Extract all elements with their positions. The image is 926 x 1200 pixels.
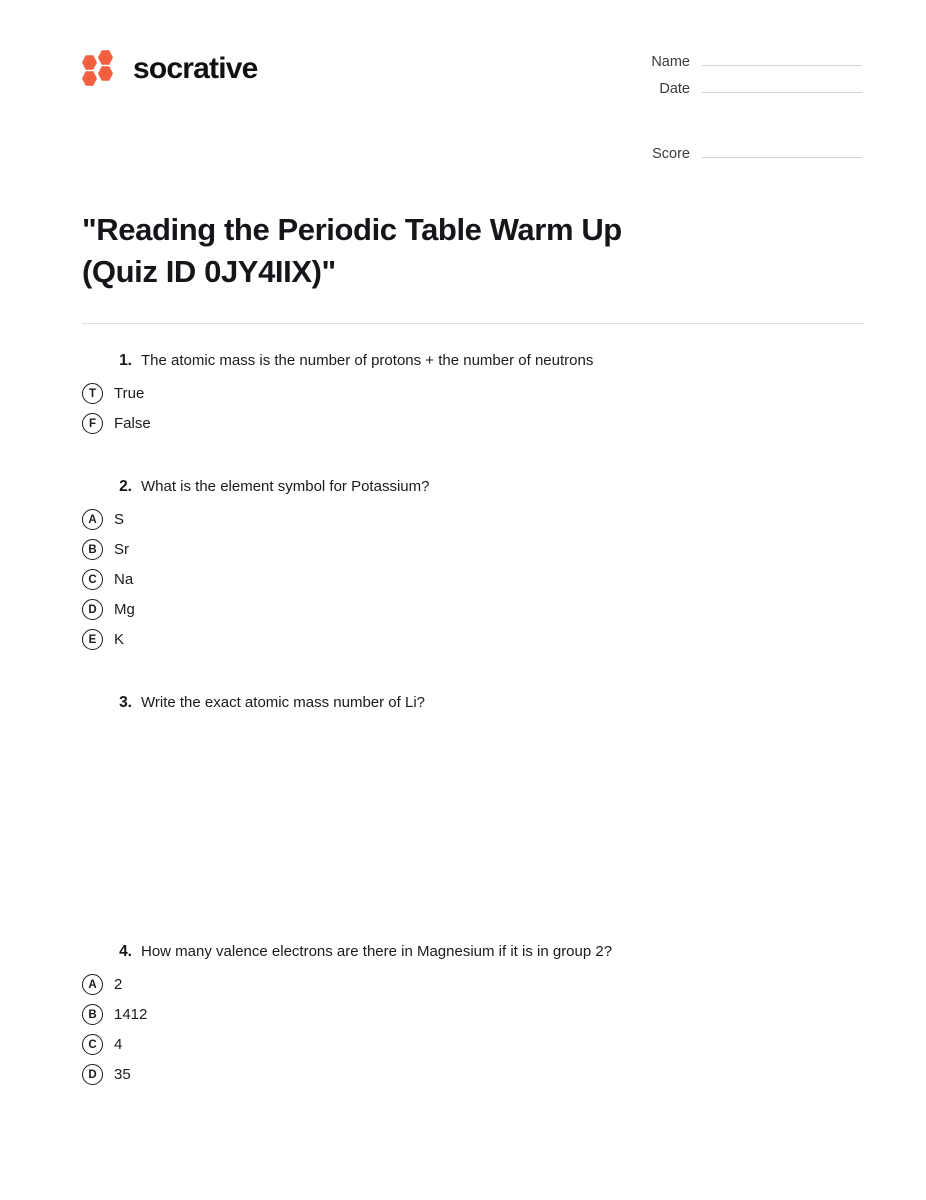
hexagon-cluster-icon — [82, 50, 120, 88]
question-heading — [117, 350, 862, 371]
option-label: Mg — [114, 600, 135, 618]
question-spacer — [82, 659, 862, 692]
option-item[interactable] — [82, 569, 862, 590]
option-list — [82, 383, 862, 434]
option-bullet[interactable]: F — [82, 413, 103, 434]
header-divider — [82, 323, 864, 324]
option-item[interactable] — [82, 383, 862, 404]
option-label: Na — [114, 570, 134, 588]
question-number: 3. — [119, 694, 132, 712]
question-number: 2. — [119, 478, 132, 496]
question-item — [82, 941, 862, 1085]
option-bullet[interactable]: D — [82, 1064, 103, 1085]
option-item[interactable] — [82, 629, 862, 650]
option-label: 1412 — [114, 1005, 148, 1023]
question-text: The atomic mass is the number of protons + the number of neutrons — [141, 352, 594, 370]
question-list — [64, 350, 862, 1085]
option-list — [82, 974, 862, 1085]
question-text: What is the element symbol for Potassium? — [141, 478, 430, 496]
question-item — [82, 692, 862, 941]
name-field-row — [616, 54, 862, 70]
page-title: "Reading the Periodic Table Warm Up (Quiz ID 0JY4IIX)" — [82, 212, 622, 289]
free-response-answer-area[interactable] — [82, 713, 862, 941]
option-list — [82, 509, 862, 650]
score-field-row — [616, 146, 862, 162]
question-item — [82, 350, 862, 434]
question-text: How many valence electrons are there in Magnesium if it is in group 2? — [141, 943, 613, 961]
name-field-label: Name — [651, 54, 690, 70]
option-label: 35 — [114, 1065, 131, 1083]
option-bullet[interactable]: D — [82, 599, 103, 620]
option-label: True — [114, 384, 145, 402]
option-bullet[interactable]: T — [82, 383, 103, 404]
page-header — [64, 42, 862, 173]
question-item — [82, 476, 862, 650]
date-field-label: Date — [659, 81, 690, 97]
option-item[interactable] — [82, 1004, 862, 1025]
score-field-line[interactable] — [702, 157, 862, 158]
question-spacer — [82, 443, 862, 476]
hexagon-icon — [98, 50, 113, 65]
question-heading — [117, 692, 862, 713]
socrative-logo — [82, 50, 258, 88]
question-heading — [117, 941, 862, 962]
hexagon-icon — [98, 66, 113, 81]
option-item[interactable] — [82, 1064, 862, 1085]
date-field-line[interactable] — [702, 92, 862, 93]
question-number: 1. — [119, 352, 132, 370]
option-bullet[interactable]: B — [82, 1004, 103, 1025]
option-bullet[interactable]: C — [82, 1034, 103, 1055]
option-label: False — [114, 414, 151, 432]
option-bullet[interactable]: E — [82, 629, 103, 650]
option-label: 2 — [114, 975, 123, 993]
hexagon-icon — [82, 55, 97, 70]
option-item[interactable] — [82, 509, 862, 530]
question-number: 4. — [119, 943, 132, 961]
hexagon-icon — [82, 71, 97, 86]
name-field-line[interactable] — [702, 65, 862, 66]
student-info-fields — [616, 54, 862, 173]
question-text: Write the exact atomic mass number of Li? — [141, 694, 426, 712]
option-label: K — [114, 630, 125, 648]
option-bullet[interactable]: A — [82, 974, 103, 995]
option-item[interactable] — [82, 539, 862, 560]
option-item[interactable] — [82, 974, 862, 995]
date-field-row — [616, 81, 862, 97]
option-bullet[interactable]: B — [82, 539, 103, 560]
score-field-label: Score — [652, 146, 690, 162]
option-item[interactable] — [82, 599, 862, 620]
question-heading — [117, 476, 862, 497]
option-label: Sr — [114, 540, 129, 558]
brand-wordmark: socrative — [133, 52, 258, 85]
option-bullet[interactable]: C — [82, 569, 103, 590]
option-label: S — [114, 510, 125, 528]
option-item[interactable] — [82, 413, 862, 434]
option-bullet[interactable]: A — [82, 509, 103, 530]
option-label: 4 — [114, 1035, 123, 1053]
option-item[interactable] — [82, 1034, 862, 1055]
